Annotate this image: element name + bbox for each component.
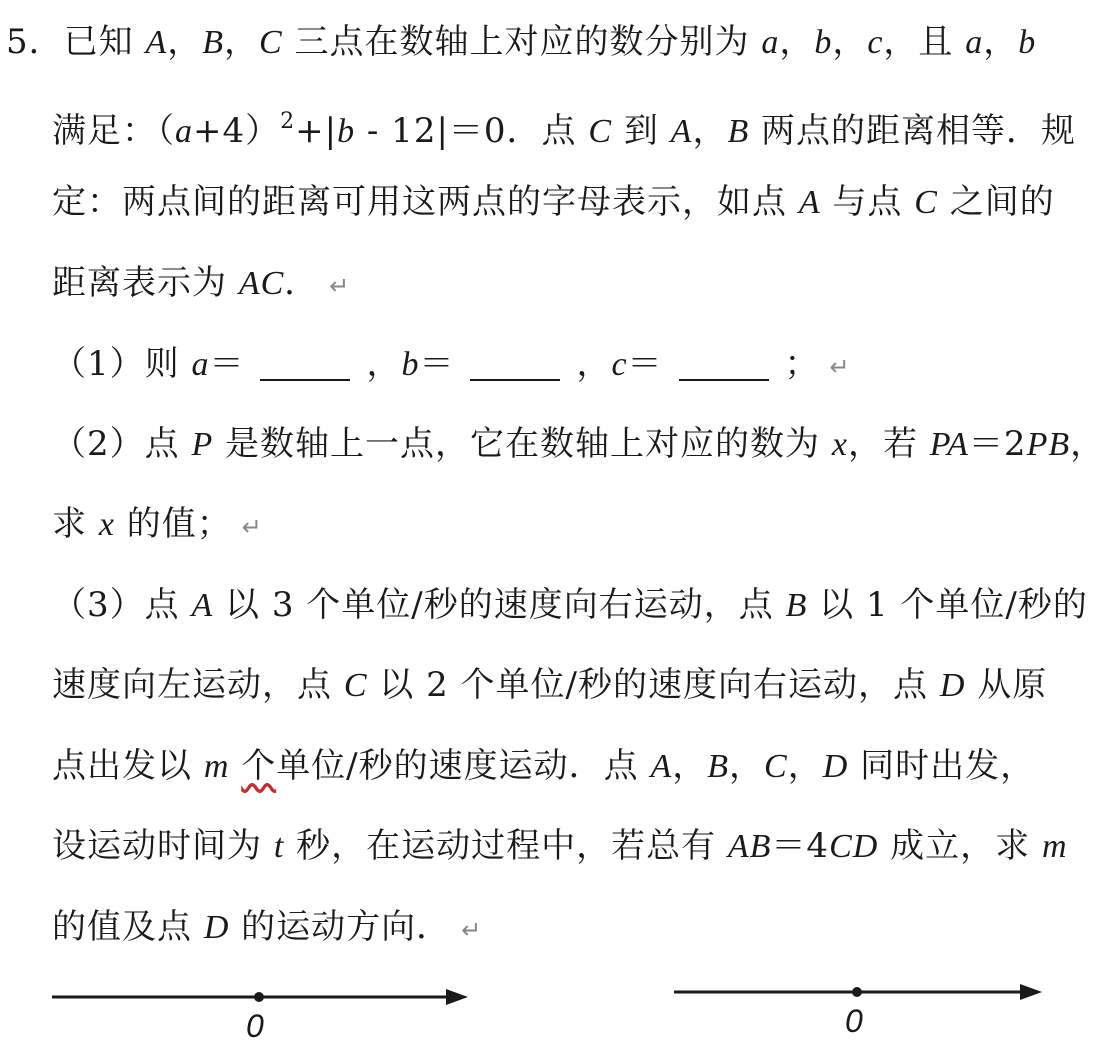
var-PA: PA (929, 426, 969, 463)
text: 与点 (820, 182, 915, 222)
text: 三点在数轴上对应的数分别为 (282, 22, 762, 62)
text: 是数轴上一点，它在数轴上对应的数为 (213, 424, 832, 464)
intro-line-3 (52, 162, 1055, 242)
text: 距离表示为 (52, 263, 239, 303)
text: 成立，求 (878, 826, 1042, 866)
text: ， (983, 22, 1019, 62)
part-3-line-5 (52, 887, 482, 967)
var-a: a (175, 113, 193, 150)
spellcheck-underlined-word: 个 (241, 746, 277, 786)
text: 以 1 个单位/秒的 (807, 585, 1088, 625)
var-C: C (343, 667, 368, 704)
part-3-line-3 (52, 726, 1035, 806)
part-3-line-1 (52, 565, 1088, 645)
text: 设运动时间为 (52, 826, 274, 866)
text: ＝ (627, 344, 663, 384)
return-mark-icon: ↵ (329, 272, 351, 300)
exponent: 2 (280, 109, 296, 134)
answer-blank-a[interactable] (260, 349, 350, 381)
return-mark-icon: ↵ (241, 513, 263, 541)
text: ， (366, 344, 402, 384)
text: ， (832, 22, 868, 62)
text: 已知 (63, 22, 146, 62)
text: 从原 (965, 665, 1048, 705)
origin-label-2: 0 (845, 1003, 863, 1039)
var-t: t (273, 828, 285, 865)
var-D: D (939, 667, 966, 704)
part-2-line-2 (52, 484, 263, 564)
text: +| (295, 111, 338, 151)
return-mark-icon: ↵ (829, 353, 851, 381)
part-2-line-1 (52, 404, 1105, 484)
text: 之间的 (937, 182, 1055, 222)
var-b: b (1018, 24, 1037, 61)
text: ， (729, 746, 765, 786)
var-A: A (798, 184, 821, 221)
text: ， (787, 746, 823, 786)
text: （3）点 (52, 585, 192, 625)
part-3-line-4 (52, 806, 1068, 886)
text: 到 (612, 111, 671, 151)
var-x: x (831, 426, 848, 463)
text: ， (576, 344, 612, 384)
var-PB: PB (1026, 426, 1071, 463)
text: ， (167, 22, 203, 62)
var-a: a (965, 24, 984, 61)
var-D: D (822, 748, 849, 785)
var-C: C (259, 24, 283, 61)
text: 单位/秒的速度运动．点 (276, 746, 651, 786)
origin-point (852, 987, 862, 997)
intro-line-4 (52, 243, 350, 323)
var-c: c (867, 24, 884, 61)
var-AB: AB (727, 828, 772, 865)
text: （2）点 (52, 424, 192, 464)
text: ，且 (883, 22, 966, 62)
text: 求 (52, 504, 99, 544)
text: ＝4 (771, 826, 830, 866)
var-b: b (401, 346, 420, 383)
text: 点出发以 (52, 746, 204, 786)
text: 秒，在运动过程中，若总有 (284, 826, 728, 866)
var-C: C (588, 113, 613, 150)
var-x: x (98, 506, 115, 543)
var-B: B (707, 748, 730, 785)
text: ＝ (209, 344, 245, 384)
var-P: P (191, 426, 214, 463)
var-AC: AC (238, 265, 285, 302)
var-B: B (785, 587, 808, 624)
text: ， (1070, 424, 1105, 464)
text: 定：两点间的距离可用这两点的字母表示，如点 (52, 182, 799, 222)
var-a: a (761, 24, 780, 61)
var-b: b (814, 24, 833, 61)
intro-line-2 (52, 82, 1076, 162)
text: ， (779, 22, 815, 62)
var-A: A (191, 587, 214, 624)
text: 以 3 个单位/秒的速度向右运动，点 (213, 585, 786, 625)
problem-number: 5． (6, 22, 64, 62)
text: ＝2 (968, 424, 1027, 464)
var-m: m (1041, 828, 1068, 865)
text: 同时出发， (848, 746, 1036, 786)
answer-blank-b[interactable] (470, 349, 560, 381)
part-1-line (52, 324, 851, 404)
origin-label-1: 0 (246, 1008, 264, 1044)
text: 以 2 个单位/秒的速度向右运动，点 (367, 665, 940, 705)
answer-blank-c[interactable] (679, 349, 769, 381)
text: 的值； (114, 504, 232, 544)
var-A: A (145, 24, 168, 61)
axis-arrow-icon (1020, 984, 1042, 1000)
text: 的运动方向． (229, 907, 452, 947)
text: ． (284, 263, 320, 303)
return-mark-icon: ↵ (461, 916, 483, 944)
part-3-line-2 (52, 645, 1047, 725)
origin-point (254, 992, 264, 1002)
text: ， (672, 746, 708, 786)
text: ， (224, 22, 260, 62)
text (229, 746, 241, 786)
var-A: A (670, 113, 693, 150)
axis-arrow-icon (446, 989, 468, 1005)
var-C: C (914, 184, 938, 221)
var-A: A (650, 748, 673, 785)
var-B: B (202, 24, 225, 61)
var-D: D (203, 909, 230, 946)
var-a: a (191, 346, 210, 383)
text: 满足：（ (52, 111, 175, 151)
var-B: B (727, 113, 750, 150)
var-c: c (611, 346, 628, 383)
text: +4） (193, 111, 281, 151)
var-b: b (337, 113, 356, 150)
text: ； (784, 344, 820, 384)
var-CD: CD (829, 828, 879, 865)
text: ，若 (847, 424, 930, 464)
text: 速度向左运动，点 (52, 665, 344, 705)
text: ＝ (419, 344, 455, 384)
var-m: m (203, 748, 230, 785)
var-C: C (764, 748, 788, 785)
text: （1）则 (52, 344, 192, 384)
text: ， (692, 111, 728, 151)
text: - 12|＝0．点 (355, 111, 589, 151)
text: 的值及点 (52, 907, 204, 947)
text: 两点的距离相等．规 (749, 111, 1077, 151)
intro-line-1 (6, 2, 1036, 82)
